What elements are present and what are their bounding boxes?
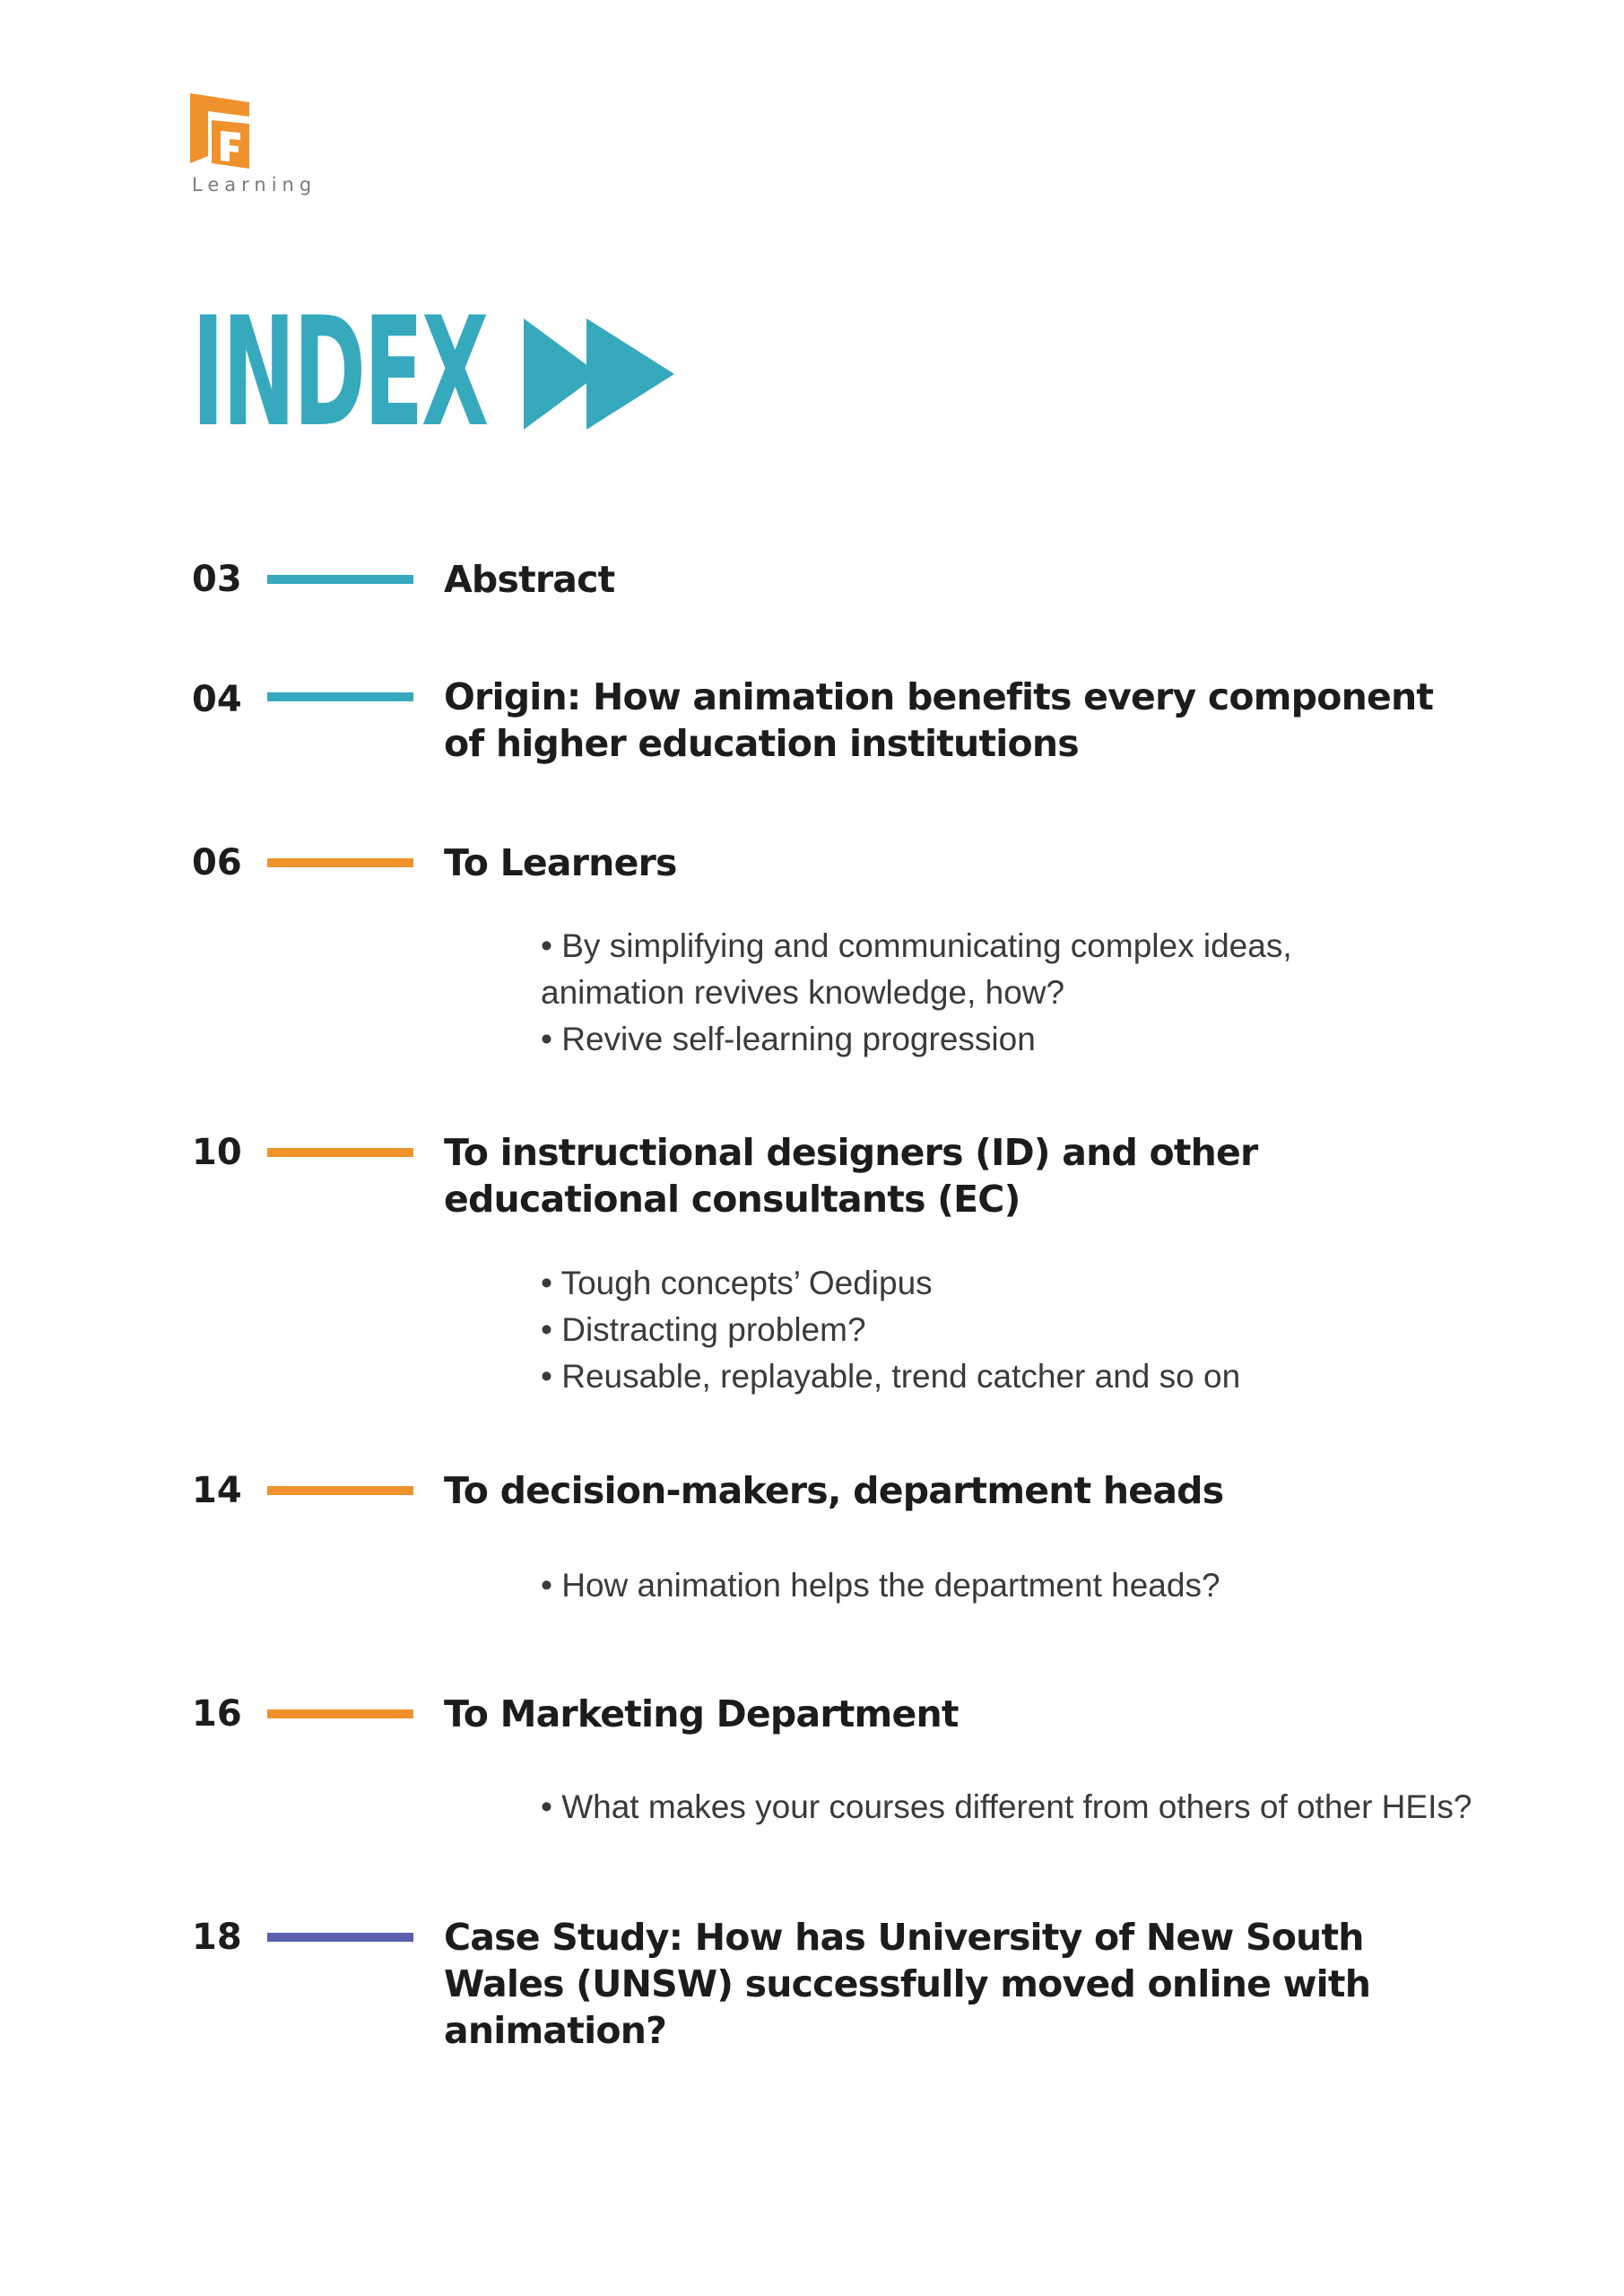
entry-divider-line	[267, 1486, 413, 1495]
entry-title-line: of higher education institutions	[444, 722, 1079, 765]
entry-page-number: 14	[192, 1470, 242, 1511]
entry-title-line: Case Study: How has University of New South	[444, 1916, 1364, 1959]
entry-title	[444, 1914, 1475, 2054]
entry-divider-line	[267, 1933, 413, 1942]
bullet-item: • Reusable, replayable, trend catcher and so on	[541, 1358, 1241, 1395]
entry-divider-line	[267, 1709, 413, 1718]
entry-title-line: Wales (UNSW) successfully moved online with	[444, 1962, 1371, 2005]
bullet-item: • What makes your courses different from others of other HEIs?	[541, 1788, 1472, 1825]
entry-bullets	[541, 923, 1572, 1063]
entry-bullets	[541, 1562, 1572, 1609]
entry-title-line: To Marketing Department	[444, 1692, 959, 1735]
bullet-item: • Revive self-learning progression	[541, 1021, 1036, 1057]
entry-page-number: 03	[192, 559, 242, 600]
entry-page-number: 16	[192, 1693, 242, 1735]
entry-divider-line	[267, 858, 413, 867]
entry-title	[444, 1129, 1475, 1222]
entry-divider-line	[267, 575, 413, 584]
entry-bullets	[541, 1260, 1572, 1400]
brand-logo	[190, 93, 334, 201]
f-learning-logo-icon	[190, 93, 255, 169]
entry-title	[444, 1691, 1475, 1737]
entry-page-number: 06	[192, 842, 242, 883]
bullet-item: • By simplifying and communicating complex ideas,	[541, 927, 1292, 964]
entry-title-line: animation?	[444, 2009, 667, 2052]
bullet-item: • Tough concepts’ Oedipus	[541, 1265, 933, 1301]
entry-title	[444, 556, 1475, 603]
bullet-item: animation revives knowledge, how?	[541, 974, 1065, 1011]
logo-text: Learning	[192, 174, 317, 196]
entry-title-line: Origin: How animation benefits every component	[444, 675, 1434, 718]
entry-title	[444, 839, 1475, 886]
entry-title-line: Abstract	[444, 558, 615, 601]
entry-title-line: educational consultants (EC)	[444, 1178, 1020, 1221]
entry-title-line: To decision-makers, department heads	[444, 1469, 1224, 1512]
entry-divider-line	[267, 1148, 413, 1157]
page-title: INDEX	[192, 284, 487, 460]
entry-title-line: To instructional designers (ID) and other	[444, 1131, 1258, 1174]
entry-page-number: 18	[192, 1917, 242, 1958]
fast-forward-icon	[524, 318, 674, 430]
entry-title-line: To Learners	[444, 841, 677, 884]
entry-page-number: 04	[192, 679, 242, 720]
entry-title	[444, 674, 1475, 767]
entry-page-number: 10	[192, 1132, 242, 1173]
bullet-item: • How animation helps the department heads?	[541, 1567, 1220, 1604]
entry-divider-line	[267, 692, 413, 701]
bullet-item: • Distracting problem?	[541, 1311, 866, 1348]
entry-title	[444, 1467, 1475, 1514]
entry-bullets	[541, 1784, 1572, 1831]
